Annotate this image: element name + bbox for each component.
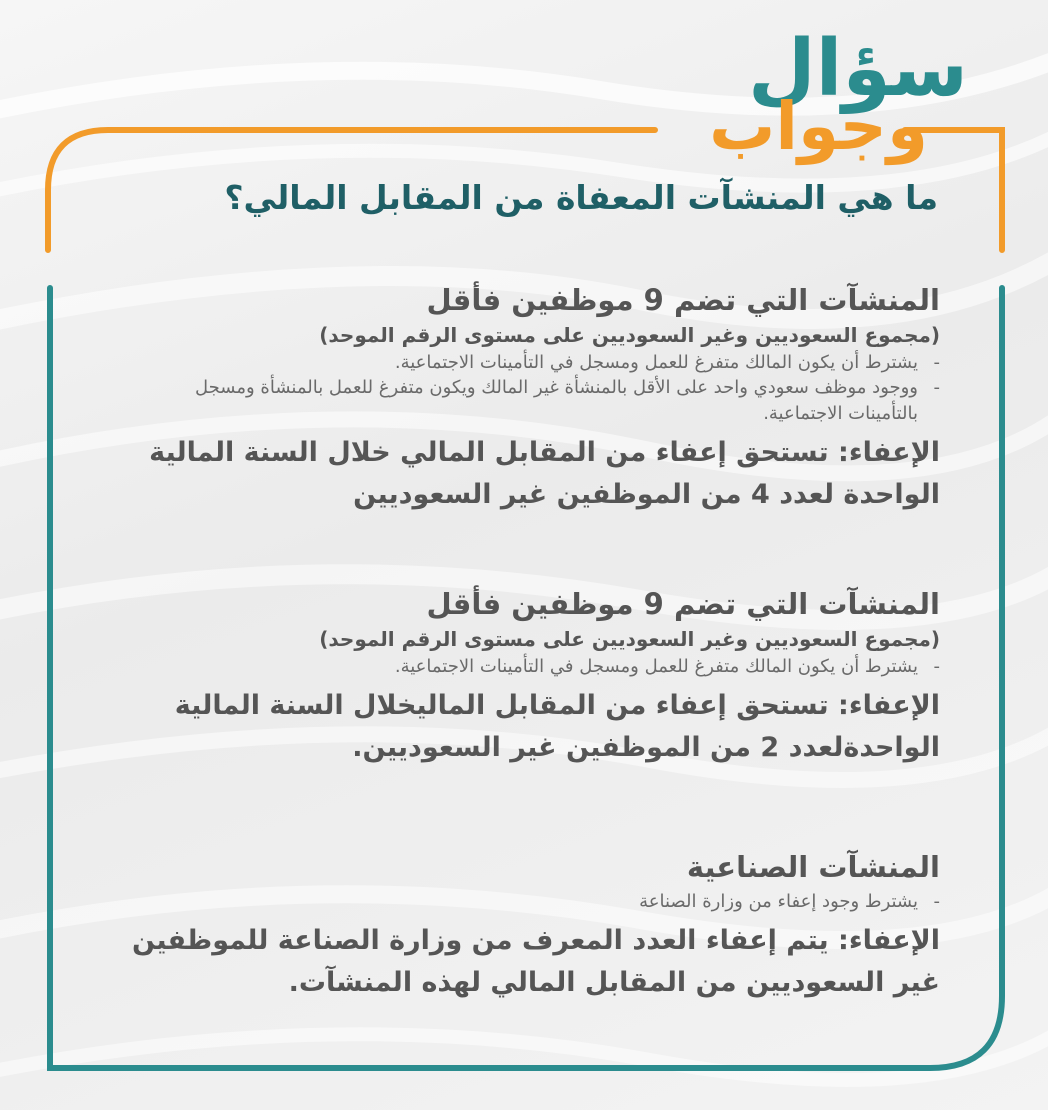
section-exemption: الإعفاء: تستحق إعفاء من المقابل الماليخلال السنة المالية الواحدةلعدد 2 من الموظفين غير السعوديين. (174, 689, 940, 763)
section-title: المنشآت التي تضم 9 موظفين فأقل (426, 283, 940, 317)
section-title: المنشآت التي تضم 9 موظفين فأقل (426, 586, 940, 621)
main-question: ما هي المنشآت المعفاة من المقابل المالي؟ (224, 178, 938, 217)
section-exemption: الإعفاء: يتم إعفاء العدد المعرف من وزارة الصناعة للموظفين غير السعوديين من المقابل المالي لهذه المنشآت. (132, 925, 940, 998)
logo-answer-word: وجواب (709, 88, 928, 165)
section-condition: - يشترط أن يكون المالك متفرغ للعمل ومسجل في التأمينات الاجتماعية. (394, 352, 940, 374)
section-industrial-establishments (120, 849, 940, 1004)
condition-text: يشترط أن يكون المالك متفرغ للعمل ومسجل في التأمينات الاجتماعية. (394, 352, 918, 374)
qa-logo (709, 24, 968, 165)
content-area (120, 282, 940, 1004)
section-condition: - يشترط وجود إعفاء من وزارة الصناعة (639, 890, 940, 912)
section-small-establishments-4 (120, 282, 940, 516)
condition-text: يشترط وجود إعفاء من وزارة الصناعة (639, 890, 918, 912)
condition-text: يشترط أن يكون المالك متفرغ للعمل ومسجل في التأمينات الاجتماعية. (394, 655, 918, 677)
section-condition: - يشترط أن يكون المالك متفرغ للعمل ومسجل في التأمينات الاجتماعية. (394, 655, 940, 677)
section-small-establishments-2 (120, 586, 940, 769)
condition-text: ووجود موظف سعودي واحد على الأقل بالمنشأة غير المالك ويكون متفرغ للعمل بالمنشأة ومسجل بالتأمينات الاجتماعية. (195, 377, 918, 424)
section-title: المنشآت الصناعية (686, 849, 940, 884)
section-exemption: الإعفاء: تستحق إعفاء من المقابل المالي خلال السنة المالية الواحدة لعدد 4 من الموظفين غير السعوديين (149, 436, 940, 510)
section-condition: - ووجود موظف سعودي واحد على الأقل بالمنشأة غير المالك ويكون متفرغ للعمل بالمنشأة ومسجل بالتأمينات الاجتماعية. (195, 377, 940, 424)
section-note: (مجموع السعوديين وغير السعوديين على مستوى الرقم الموحد) (319, 323, 940, 348)
logo-question-word: سؤال (747, 24, 968, 114)
section-note: (مجموع السعوديين وغير السعوديين على مستوى الرقم الموحد) (319, 626, 940, 651)
